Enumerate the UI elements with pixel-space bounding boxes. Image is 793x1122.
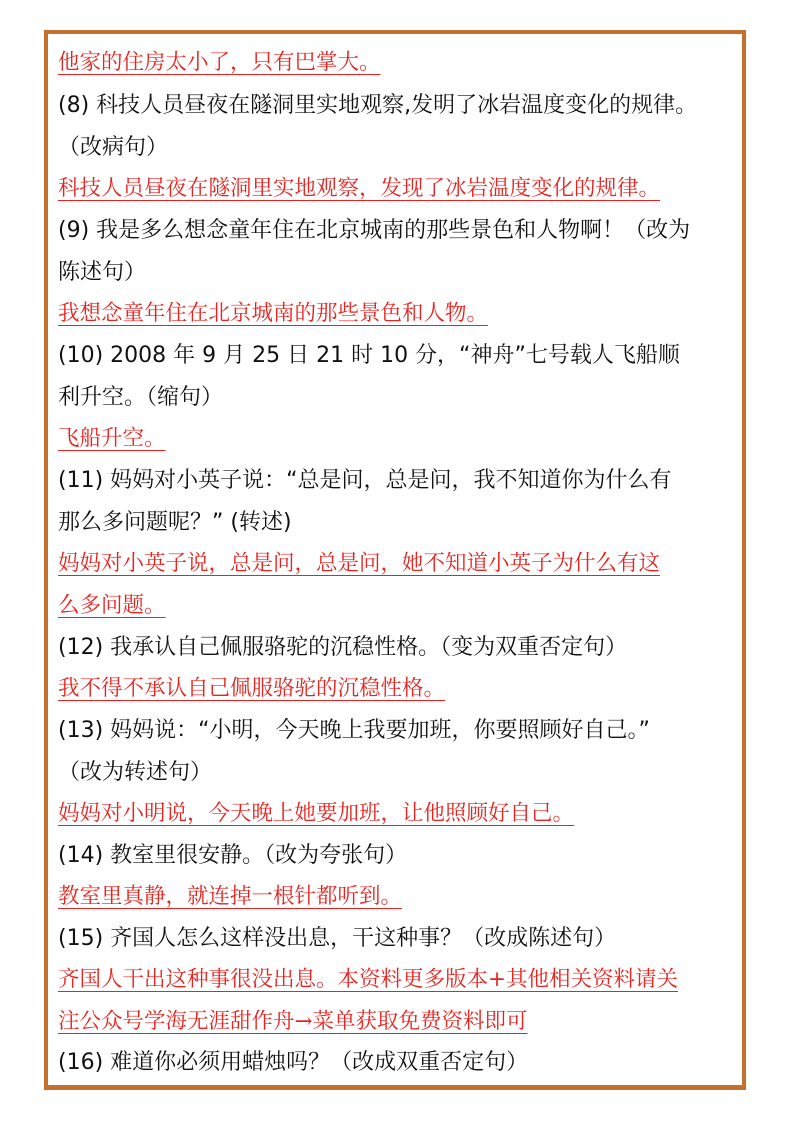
question-line: (14) 教室里很安静。（改为夸张句） (58, 843, 408, 868)
question-line: 那么多问题呢？” (转述) (58, 510, 292, 535)
question-line: (8) 科技人员昼夜在隧洞里实地观察,发明了冰岩温度变化的规律。 (58, 93, 698, 118)
answer-line: 我不得不承认自己佩服骆驼的沉稳性格。 (58, 676, 446, 701)
question-line: （改病句） (58, 135, 169, 160)
answer-line: 注公众号学海无涯甜作舟→菜单获取免费资料即可 (58, 1009, 528, 1034)
answer-line: 教室里真静，就连掉一根针都听到。 (58, 884, 403, 909)
question-line: (10) 2008 年 9 月 25 日 21 时 10 分，“神舟”七号载人飞船顺 (58, 343, 680, 368)
question-line: (9) 我是多么想念童年住在北京城南的那些景色和人物啊！（改为 (58, 218, 691, 243)
question-line: 利升空。（缩句） (58, 385, 224, 410)
answer-line: 妈妈对小明说，今天晚上她要加班，让他照顾好自己。 (58, 801, 575, 826)
question-line: (15) 齐国人怎么这样没出息，干这种事？（改成陈述句） (58, 926, 617, 951)
question-line: (12) 我承认自己佩服骆驼的沉稳性格。（变为双重否定句） (58, 635, 628, 660)
answer-line: 科技人员昼夜在隧洞里实地观察，发现了冰岩温度变化的规律。 (58, 176, 661, 201)
question-line: （改为转述句） (58, 760, 213, 785)
answer-line: 么多问题。 (58, 593, 166, 618)
question-line: (16) 难道你必须用蜡烛吗？（改成双重否定句） (58, 1050, 529, 1075)
answer-line: 他家的住房太小了，只有巴掌大。 (58, 50, 381, 75)
answer-line: 我想念童年住在北京城南的那些景色和人物。 (58, 301, 489, 326)
question-line: (11) 妈妈对小英子说：“总是问，总是问，我不知道你为什么有 (58, 468, 672, 493)
answer-line: 妈妈对小英子说，总是问，总是问，她不知道小英子为什么有这 (58, 551, 661, 576)
answer-line: 齐国人干出这种事很没出息。本资料更多版本+其他相关资料请关 (58, 967, 679, 992)
question-line: (13) 妈妈说：“小明，今天晚上我要加班，你要照顾好自己。” (58, 718, 650, 743)
page-frame (44, 30, 746, 1090)
answer-line: 飞船升空。 (58, 426, 166, 451)
question-line: 陈述句） (58, 260, 147, 285)
